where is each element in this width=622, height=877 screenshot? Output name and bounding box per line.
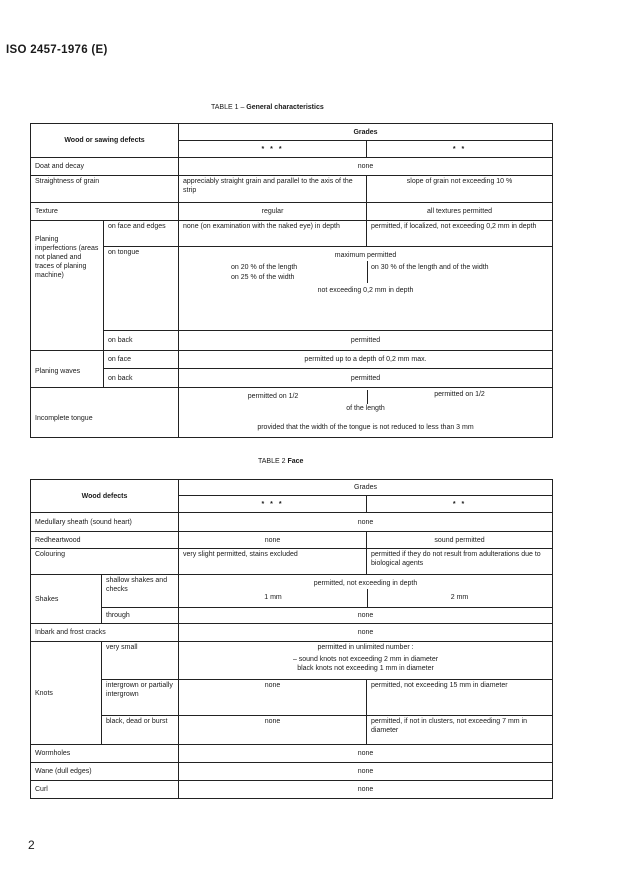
table1-header-grades: Grades <box>179 124 553 141</box>
table2-header-grades: Grades <box>179 480 553 496</box>
row-label: Inbark and frost cracks <box>31 624 179 642</box>
row-value-grade2: permitted, if not in clusters, not exceeding 7 mm in diameter <box>367 716 553 745</box>
row-sublabel: on tongue <box>104 247 179 331</box>
table1-caption-title: General characteristics <box>246 104 324 111</box>
row-value-grade3: none <box>179 532 367 549</box>
row-label: Wormholes <box>31 745 179 763</box>
row-value: none <box>179 763 553 781</box>
tongue-g3a: on 20 % of the length <box>231 264 298 271</box>
row-value-grade2: permitted if they do not result from adulterations due to biological agents <box>367 549 553 575</box>
row-label: Curl <box>31 781 179 799</box>
row-value: none <box>179 608 553 624</box>
row-sublabel: shallow shakes and checks <box>102 575 179 608</box>
row-value: permitted <box>179 331 553 351</box>
table-row <box>31 331 553 351</box>
shakes-cell <box>179 575 553 608</box>
table-row <box>31 532 553 549</box>
tongue-top: maximum permitted <box>334 252 397 259</box>
row-sublabel: intergrown or partially intergrown <box>102 680 179 716</box>
table2-grade3-header: * * * <box>179 496 367 513</box>
row-label: Colouring <box>31 549 179 575</box>
table1-grade3-header: * * * <box>179 141 367 158</box>
row-value-grade3: very slight permitted, stains excluded <box>179 549 367 575</box>
row-label: Texture <box>31 203 179 221</box>
shakes-top: permitted, not exceeding in depth <box>313 580 418 587</box>
table1-caption-prefix: TABLE 1 – <box>211 104 245 111</box>
row-value-grade3: regular <box>179 203 367 221</box>
row-label: Incomplete tongue <box>31 388 179 438</box>
table-row <box>31 680 553 716</box>
row-value: none <box>179 624 553 642</box>
row-value: permitted up to a depth of 0,2 mm max. <box>179 351 553 369</box>
table-row <box>31 642 553 680</box>
table2-caption-prefix: TABLE 2 <box>258 458 286 465</box>
table2 <box>30 479 553 799</box>
table-row <box>31 176 553 203</box>
table1 <box>30 123 553 438</box>
incomplete-bottom: provided that the width of the tongue is not reduced to less than 3 mm <box>257 424 474 431</box>
row-value: none <box>179 781 553 799</box>
table-row <box>31 369 553 388</box>
row-value-grade3: none (on examination with the naked eye) in depth <box>179 221 367 247</box>
row-value-grade2: permitted, not exceeding 15 mm in diameter <box>367 680 553 716</box>
table1-grade2-header: * * <box>367 141 553 158</box>
document-header: ISO 2457-1976 (E) <box>6 44 108 56</box>
table2-header-defects: Wood defects <box>31 480 179 513</box>
tongue-cell <box>179 247 553 331</box>
incomplete-g2: permitted on 1/2 <box>434 391 485 398</box>
row-sublabel: on face <box>104 351 179 369</box>
row-value-grade3: none <box>179 680 367 716</box>
row-group-label: Knots <box>31 642 102 745</box>
table1-caption <box>211 104 324 111</box>
table2-caption <box>258 458 303 465</box>
row-group-label: Shakes <box>31 575 102 624</box>
row-label: Wane (dull edges) <box>31 763 179 781</box>
table1-header-defects: Wood or sawing defects <box>31 124 179 158</box>
table-row <box>31 575 553 608</box>
table-row <box>31 745 553 763</box>
table-row <box>31 247 553 331</box>
row-label: Redheartwood <box>31 532 179 549</box>
tongue-g2: on 30 % of the length and of the width <box>371 264 489 271</box>
table2-grade2-header: * * <box>367 496 553 513</box>
row-value: none <box>179 513 553 532</box>
shakes-g3: 1 mm <box>264 594 282 601</box>
row-label: Medullary sheath (sound heart) <box>31 513 179 532</box>
row-sublabel: on face and edges <box>104 221 179 247</box>
tongue-divider <box>367 261 368 283</box>
row-value: none <box>179 158 553 176</box>
incomplete-cell <box>179 388 553 438</box>
table-row <box>31 513 553 532</box>
row-value: none <box>179 745 553 763</box>
knots-l3: black knots not exceeding 1 mm in diameter <box>297 665 434 672</box>
tongue-bottom: not exceeding 0,2 mm in depth <box>317 287 414 294</box>
row-value-grade2: permitted, if localized, not exceeding 0,2 mm in depth <box>367 221 553 247</box>
row-value <box>179 642 553 680</box>
row-value-grade2: all textures permitted <box>367 203 553 221</box>
row-sublabel: on back <box>104 369 179 388</box>
table-row <box>31 781 553 799</box>
table-row <box>31 716 553 745</box>
row-group-label: Planing waves <box>31 351 104 388</box>
page-number: 2 <box>28 838 35 852</box>
table-row <box>31 624 553 642</box>
table-row <box>31 158 553 176</box>
row-sublabel: very small <box>102 642 179 680</box>
table-row <box>31 203 553 221</box>
table2-caption-title: Face <box>287 458 304 465</box>
row-value-grade3: appreciably straight grain and parallel to the axis of the strip <box>179 176 367 203</box>
row-label: Doat and decay <box>31 158 179 176</box>
row-value-grade3: none <box>179 716 367 745</box>
row-sublabel: on back <box>104 331 179 351</box>
row-label: Straightness of grain <box>31 176 179 203</box>
table-row <box>31 549 553 575</box>
row-value: permitted <box>179 369 553 388</box>
row-value-grade2: slope of grain not exceeding 10 % <box>367 176 553 203</box>
table-row <box>31 221 553 247</box>
tongue-g3b: on 25 % of the width <box>231 274 295 281</box>
table-row <box>31 608 553 624</box>
row-sublabel: black, dead or burst <box>102 716 179 745</box>
table-row <box>31 351 553 369</box>
incomplete-g3: permitted on 1/2 <box>247 393 299 400</box>
knots-l2: – sound knots not exceeding 2 mm in diameter <box>292 656 439 663</box>
row-group-label: Planing imperfections (areas not planed and traces of planing machine) <box>31 221 104 351</box>
table-row <box>31 388 553 438</box>
table-row <box>31 763 553 781</box>
row-sublabel: through <box>102 608 179 624</box>
incomplete-mid: of the length <box>346 405 385 412</box>
row-value-grade2: sound permitted <box>367 532 553 549</box>
shakes-g2: 2 mm <box>450 594 469 601</box>
knots-l1: permitted in unlimited number : <box>317 644 414 651</box>
